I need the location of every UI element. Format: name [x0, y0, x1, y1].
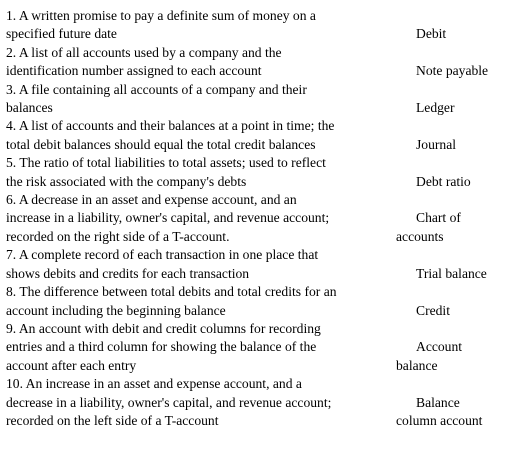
definition-line: recorded on the left side of a T-account — [6, 412, 219, 428]
matching-item-9 — [6, 320, 506, 375]
matching-item-7 — [6, 246, 506, 283]
term-line: Chart of — [416, 210, 461, 226]
definition-line: decrease in a liability, owner's capital, and revenue account; — [6, 394, 332, 410]
term-8 — [396, 302, 506, 320]
definition-10 — [6, 375, 396, 430]
definition-line: 7. A complete record of each transaction in one place that — [6, 247, 319, 263]
term-line: Note payable — [416, 63, 489, 79]
definition-9 — [6, 320, 396, 375]
term-3 — [396, 99, 506, 117]
definition-line: account including the beginning balance — [6, 302, 226, 318]
definition-line: 4. A list of accounts and their balances at a point in time; the — [6, 118, 335, 134]
definition-5 — [6, 154, 396, 191]
term-2 — [396, 62, 506, 80]
definition-line: 2. A list of all accounts used by a company and the — [6, 44, 282, 60]
term-line: accounts — [396, 228, 444, 244]
definition-line: the risk associated with the company's debts — [6, 173, 247, 189]
definition-line: specified future date — [6, 26, 117, 42]
term-6 — [396, 209, 506, 246]
definition-1 — [6, 7, 396, 44]
matching-item-5 — [6, 154, 506, 191]
matching-item-4 — [6, 117, 506, 154]
definition-line: total debit balances should equal the total credit balances — [6, 136, 316, 152]
definition-line: 10. An increase in an asset and expense account, and a — [6, 376, 302, 392]
definition-line: recorded on the right side of a T-account. — [6, 228, 230, 244]
term-line: balance — [396, 357, 438, 373]
definition-line: entries and a third column for showing the balance of the — [6, 339, 317, 355]
definition-line: 6. A decrease in an asset and expense account, and an — [6, 192, 297, 208]
definition-3 — [6, 81, 396, 118]
term-4 — [396, 136, 506, 154]
term-line: Ledger — [416, 100, 455, 116]
definition-line: 3. A file containing all accounts of a company and their — [6, 81, 307, 97]
definition-2 — [6, 44, 396, 81]
term-line: Account — [416, 339, 463, 355]
matching-item-6 — [6, 191, 506, 246]
definition-line: shows debits and credits for each transaction — [6, 265, 250, 281]
term-5 — [396, 173, 506, 191]
matching-item-2 — [6, 44, 506, 81]
term-line: Debt ratio — [416, 173, 471, 189]
matching-item-10 — [6, 375, 506, 430]
definition-line: increase in a liability, owner's capital, and revenue account; — [6, 210, 330, 226]
definition-line: balances — [6, 100, 53, 116]
term-9 — [396, 338, 506, 375]
definition-line: identification number assigned to each account — [6, 63, 262, 79]
definition-4 — [6, 117, 396, 154]
matching-document — [6, 7, 506, 430]
term-10 — [396, 394, 506, 431]
definition-line: 5. The ratio of total liabilities to total assets; used to reflect — [6, 155, 326, 171]
definition-line: 8. The difference between total debits and total credits for an — [6, 284, 337, 300]
term-7 — [396, 265, 506, 283]
term-line: Credit — [416, 302, 450, 318]
term-line: Journal — [416, 136, 457, 152]
term-line: Debit — [416, 26, 447, 42]
term-line: column account — [396, 412, 483, 428]
matching-item-8 — [6, 283, 506, 320]
definition-line: 9. An account with debit and credit columns for recording — [6, 320, 321, 336]
definition-line: account after each entry — [6, 357, 137, 373]
definition-7 — [6, 246, 396, 283]
matching-item-1 — [6, 7, 506, 44]
term-1 — [396, 25, 506, 43]
term-line: Balance — [416, 394, 460, 410]
term-line: Trial balance — [416, 265, 487, 281]
definition-line: 1. A written promise to pay a definite sum of money on a — [6, 8, 316, 23]
definition-8 — [6, 283, 396, 320]
definition-6 — [6, 191, 396, 246]
matching-item-3 — [6, 81, 506, 118]
